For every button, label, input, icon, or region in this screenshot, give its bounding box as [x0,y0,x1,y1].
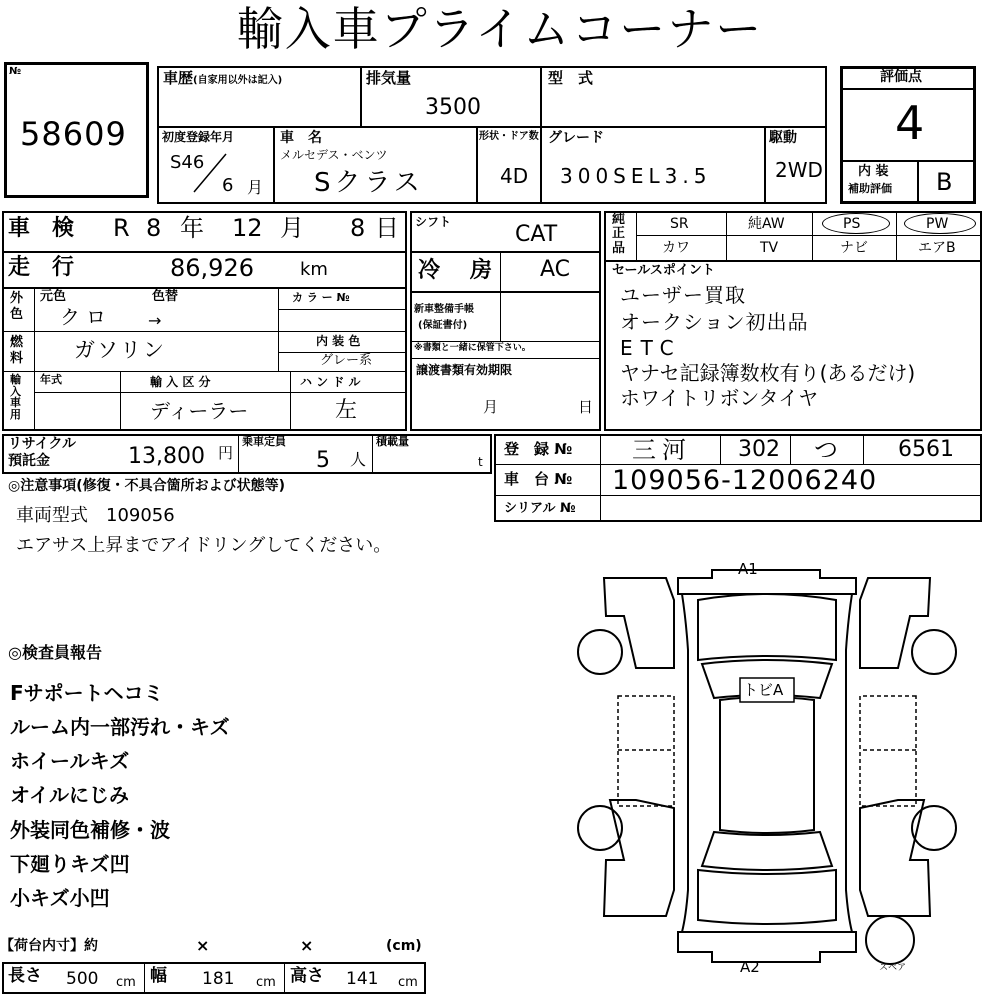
body-doors-value: 4D [500,164,529,188]
color-change-label: 色替 [152,289,179,304]
equipment-sr: SR [670,216,689,232]
diagram-rear-label: A2 [740,958,760,976]
first-registration-month-unit: 月 [247,178,264,197]
registration-label: 登 録 № [504,440,573,458]
lot-label: № [9,66,22,77]
warranty-label-1: 新車整備手帳 [414,304,474,315]
equipment-navi: ナビ [840,240,868,256]
length-label: 長さ [8,966,42,986]
width-label: 幅 [150,966,167,986]
color-change-value: → [148,311,162,330]
recycle-label-1: リサイクル [8,436,77,452]
height-value: 141 [346,969,379,989]
displacement-label: 排気量 [366,69,412,87]
inspection-year-unit: 年 [180,214,204,242]
recycle-label-2: 預託金 [8,453,50,469]
inspection-day: 8 [350,214,366,242]
load-unit: t [478,455,483,469]
inspection-day-unit: 日 [375,214,399,242]
interior-label-1: 内 装 [858,164,889,179]
inspector-report-item: ホイールキズ [10,749,130,773]
inspection-month: 12 [232,214,263,242]
fuel-value: ガソリン [74,338,166,362]
mileage-label: 走 行 [8,255,75,280]
page-title: 輸入車プライムコーナー [236,2,764,56]
recycle-unit: 円 [218,444,234,462]
color-orig-label: 元色 [40,289,67,304]
score-label: 評価点 [880,69,922,85]
inspection-era: R [113,214,130,242]
registration-class: 302 [738,437,780,462]
inspector-report-item: Fサポートヘコミ [10,681,164,705]
color-side-label: 外色 [10,291,24,322]
diagram-spare-label: スペア [879,963,907,973]
body-doors-label: 形状・ドア数 [479,131,539,142]
fuel-side-label: 燃料 [10,335,24,366]
import-category-value: ディーラー [150,399,249,423]
color-orig-value: クロ [60,305,112,329]
diagram-roof-mark: トビA [743,681,784,699]
inspector-report-item: 外装同色補修・波 [10,818,170,842]
history-label: 車歴(自家用以外は記入) [163,69,283,87]
inspection-label: 車 検 [8,216,75,241]
interior-color-label: 内 装 色 [316,334,361,348]
lot-number: 58609 [20,115,127,153]
import-category-label: 輸 入 区 分 [150,375,211,389]
mileage-value: 86,926 [170,254,254,282]
car-condition-diagram [570,560,970,980]
color-code-label: カ ラ ー № [292,291,350,304]
inspection-year: 8 [146,214,162,242]
interior-color-value: グレー系 [320,353,373,368]
displacement-value: 3500 [425,95,481,120]
sales-point-item: ユーザー買取 [620,283,746,307]
score-value: 4 [895,96,925,150]
chassis-label: 車 台 № [504,470,573,488]
interior-label-2: 補助評価 [848,182,892,195]
model-type-label: 型 式 [548,69,594,87]
drive-label: 駆動 [769,130,797,146]
inspector-report-item: 下廻りキズ凹 [10,852,130,876]
note-item: 車両型式 109056 [16,505,175,526]
serial-label: シリアル № [504,501,576,516]
sales-point-item: ヤナセ記録簿数枚有り(あるだけ) [620,361,916,385]
handle-label: ハ ン ド ル [300,375,361,389]
cargo-unit: (cm) [386,938,422,954]
ac-label: 冷 房 [418,258,497,283]
equipment-leather: カワ [662,240,690,256]
recycle-value: 13,800 [128,444,205,469]
first-registration-label: 初度登録年月 [162,130,235,144]
height-unit: cm [398,975,418,990]
equipment-pw: PW [926,216,949,232]
capacity-unit: 人 [350,450,367,469]
drive-value: 2WD [775,158,823,182]
cargo-x2: × [300,936,314,955]
sales-point-item: ETC [620,336,682,360]
grade-label: グレード [548,130,604,146]
warranty-label-2: (保証書付) [418,320,468,331]
equipment-aw: 純AW [748,216,785,232]
inspector-report-item: ルーム内一部汚れ・キズ [10,715,230,739]
handle-value: 左 [335,398,358,423]
inspector-report-label: ◎検査員報告 [8,643,102,662]
width-value: 181 [202,969,235,989]
registration-region: 三河 [632,436,692,464]
transfer-month-unit: 月 [483,398,499,416]
car-maker: メルセデス・ベンツ [280,148,388,162]
registration-number: 6561 [898,437,954,462]
warranty-note: ※書類と一緒に保管下さい。 [414,343,531,353]
inspector-report-item: オイルにじみ [10,783,129,807]
first-registration-month: 6 [222,175,234,196]
sales-points-label: セールスポイント [612,263,715,278]
note-item: エアサス上昇までアイドリングしてください。 [16,535,392,556]
length-value: 500 [66,969,99,989]
sales-point-item: ホワイトリボンタイヤ [620,386,819,410]
mileage-unit: km [300,259,328,280]
load-label: 積載量 [376,435,409,448]
first-registration-era-year: S46 [170,152,205,173]
capacity-label: 乗車定員 [242,435,286,448]
width-unit: cm [256,975,276,990]
registration-kana: つ [814,436,838,464]
equipment-side-label: 純正品 [612,212,626,256]
height-label: 高さ [290,966,324,986]
shift-value: CAT [515,222,558,247]
transfer-day-unit: 日 [578,398,594,416]
equipment-ps: PS [843,216,861,232]
ac-value: AC [540,257,571,282]
length-unit: cm [116,975,136,990]
grade-value: 300SEL3.5 [560,164,712,188]
diagram-front-label: A1 [738,560,758,578]
chassis-value: 109056-12006240 [612,465,878,496]
inspector-report-item: 小キズ小凹 [10,886,110,910]
cargo-label: 【荷台内寸】約 [0,938,98,954]
shift-label: シフト [415,215,452,229]
import-side-label: 輸入車用 [10,373,21,421]
cargo-x1: × [196,936,210,955]
interior-value: B [936,168,953,196]
capacity-value: 5 [316,448,330,473]
car-name-label: 車 名 [280,130,322,146]
equipment-tv: TV [760,240,779,256]
import-year-label: 年式 [40,373,62,386]
car-model: Sクラス [314,168,424,198]
inspection-month-unit: 月 [280,214,304,242]
equipment-airbag: エアB [918,240,956,256]
transfer-label: 譲渡書類有効期限 [416,363,513,377]
notes-label: ◎注意事項(修復・不具合箇所および状態等) [8,478,286,494]
sales-point-item: オークション初出品 [620,310,809,334]
